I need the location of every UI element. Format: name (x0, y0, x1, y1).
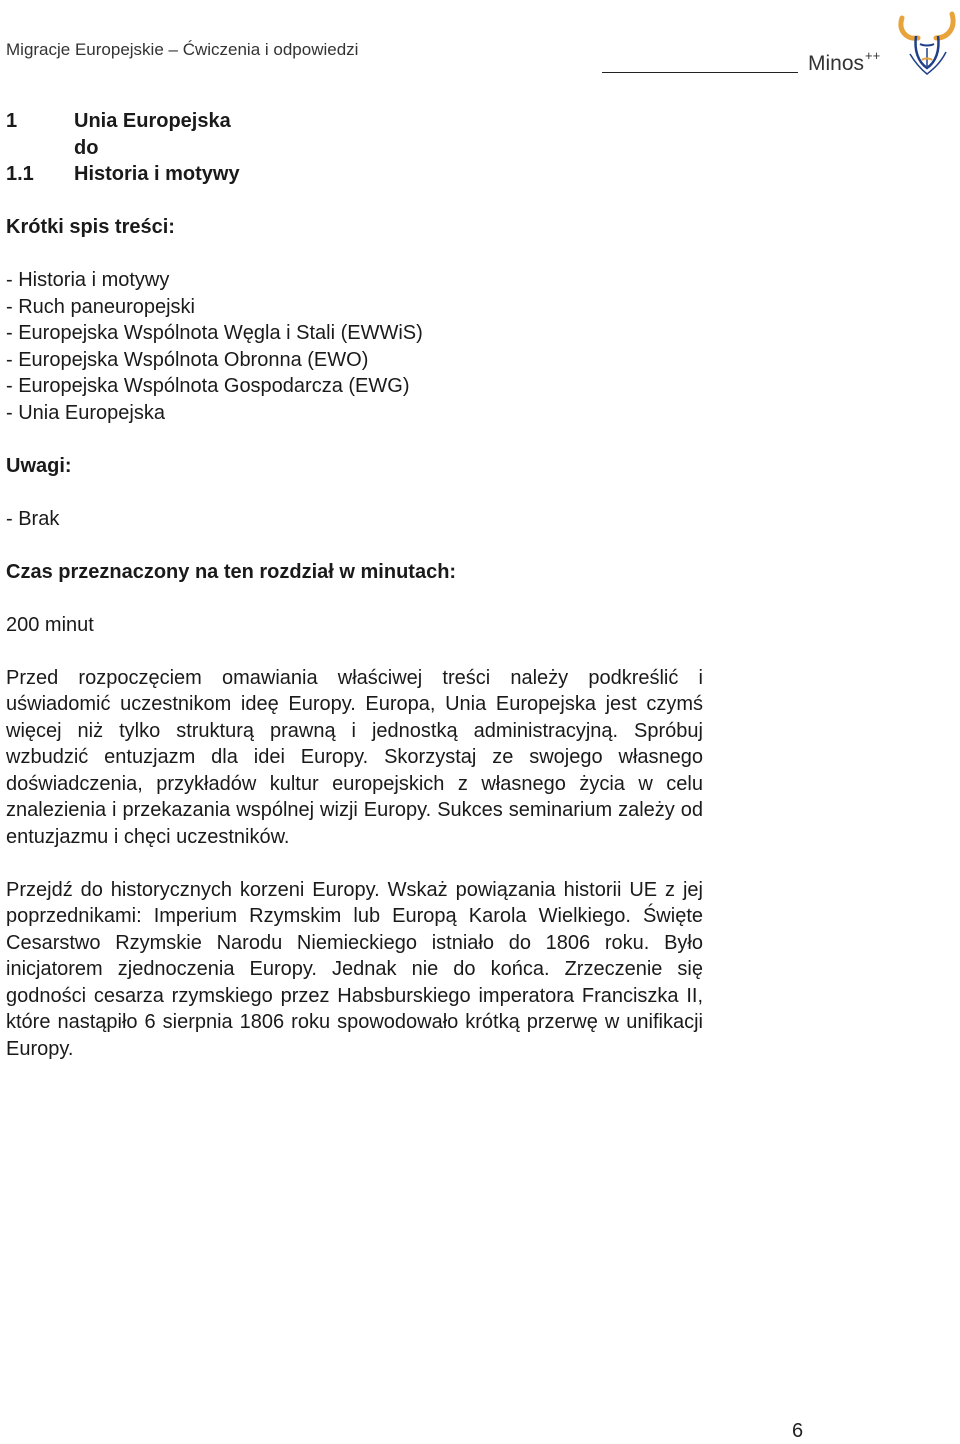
paragraph-history: Przejdź do historycznych korzeni Europy. Wskaż powiązania historii UE z jej poprzednikami: Imperium Rzymskim lub Europą Karola Wielkiego. Święte Cesarstwo Rzymskie Narodu Niemieckiego istniało do 1806 roku. Było inicjatorem zjednoczenia Europy. Jednak nie do końca. Zrzeczenie się godności cesarza rzymskiego przez Habsburskiego imperatora Franciszka II, które nastąpiło 6 sierpnia 1806 roku spowodowało krótką przerwę w unifikacji Europy. (6, 878, 703, 1060)
document-body (6, 108, 703, 1089)
page-number: 6 (792, 1420, 804, 1442)
toc-item: - Ruch paneuropejski (6, 295, 195, 318)
header-rule (602, 72, 798, 73)
minos-bull-logo-icon (896, 8, 958, 78)
section-heading (6, 161, 703, 188)
paragraph-intro: Przed rozpoczęciem omawiania właściwej treści należy podkreślić i uświadomić uczestnikom ideę Europy. Europa, Unia Europejska jest czymś więcej niż tylko strukturą prawną i jednostką administracyjną. Spróbuj wzbudzić entuzjazm dla idei Europy. Skorzystaj ze swojego własnego doświadczenia, przykładów kultur europejskich z własnego życia w celu znalezienia i przekazania wspólnej wizji Europy. Sukces seminarium zależy od entuzjazmu i chęci uczestników. (6, 666, 703, 848)
toc-item: - Europejska Wspólnota Gospodarcza (EWG) (6, 375, 410, 397)
chapter-heading (6, 108, 703, 135)
time-value: 200 minut (6, 613, 94, 636)
chapter-number: 1 (6, 110, 18, 132)
notes-item: - Brak (6, 507, 60, 530)
brand-name-text: Minos (808, 52, 865, 75)
stray-heading-text: do (74, 136, 99, 159)
toc-label: Krótki spis treści: (6, 216, 175, 238)
section-title: Historia i motywy (74, 163, 240, 185)
document-header-title: Migracje Europejskie – Ćwiczenia i odpowiedzi (6, 40, 359, 59)
time-label: Czas przeznaczony na ten rozdział w minutach: (6, 560, 457, 583)
toc-item: - Europejska Wspólnota Obronna (EWO) (6, 348, 369, 371)
toc-item: - Historia i motywy (6, 269, 170, 291)
notes-label: Uwagi: (6, 454, 72, 477)
toc-item: - Unia Europejska (6, 401, 165, 424)
chapter-title: Unia Europejska (74, 110, 231, 132)
brand-superscript: ++ (865, 48, 881, 63)
section-number: 1.1 (6, 163, 34, 185)
brand-name (808, 48, 880, 76)
toc-list (6, 267, 703, 426)
toc-item: - Europejska Wspólnota Węgla i Stali (EWWiS) (6, 322, 423, 344)
notes-list (6, 506, 703, 533)
